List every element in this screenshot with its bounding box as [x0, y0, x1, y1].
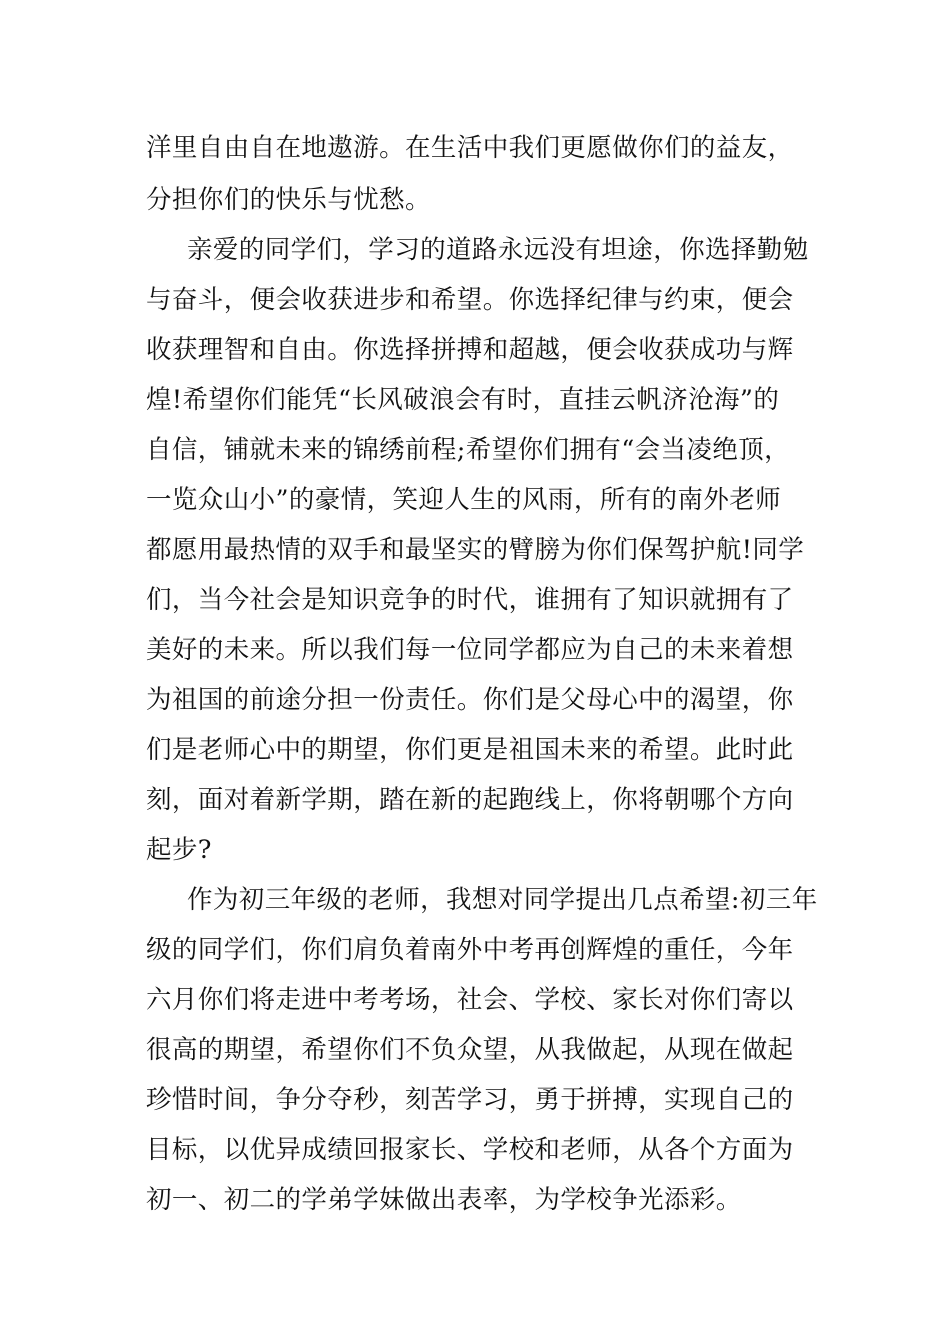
text-line-6: 煌!希望你们能凭“长风破浪会有时，直挂云帆济沧海”的 — [146, 385, 780, 415]
text-line-20: 珍惜时间，争分夺秒，刻苦学习，勇于拼搏，实现自己的 — [146, 1085, 794, 1115]
text-line-12: 为祖国的前途分担一份责任。你们是父母心中的渴望，你 — [146, 685, 794, 715]
text-line-1: 洋里自由自在地遨游。在生活中我们更愿做你们的益友， — [146, 133, 794, 163]
text-line-21: 目标，以优异成绩回报家长、学校和老师，从各个方面为 — [146, 1135, 794, 1165]
text-line-2: 分担你们的快乐与忧愁。 — [146, 185, 431, 215]
text-line-14: 刻，面对着新学期，踏在新的起跑线上，你将朝哪个方向 — [146, 785, 794, 815]
text-line-9: 都愿用最热情的双手和最坚实的臂膀为你们保驾护航!同学 — [146, 535, 805, 565]
text-line-11: 美好的未来。所以我们每一位同学都应为自己的未来着想 — [146, 635, 794, 665]
text-line-8: 一览众山小”的豪情，笑迎人生的风雨，所有的南外老师 — [146, 485, 782, 515]
text-line-15: 起步? — [146, 835, 212, 865]
text-line-22: 初一、初二的学弟学妹做出表率，为学校争光添彩。 — [146, 1185, 742, 1215]
text-line-4: 与奋斗，便会收获进步和希望。你选择纪律与约束，便会 — [146, 285, 794, 315]
text-line-19: 很高的期望，希望你们不负众望，从我做起，从现在做起 — [146, 1035, 794, 1065]
text-line-7: 自信，铺就未来的锦绣前程;希望你们拥有“会当凌绝顶， — [146, 435, 791, 465]
text-line-16: 作为初三年级的老师，我想对同学提出几点希望:初三年 — [187, 885, 818, 915]
text-line-3: 亲爱的同学们，学习的道路永远没有坦途，你选择勤勉 — [187, 235, 809, 265]
text-line-5: 收获理智和自由。你选择拼搏和超越，便会收获成功与辉 — [146, 335, 794, 365]
text-line-18: 六月你们将走进中考考场，社会、学校、家长对你们寄以 — [146, 985, 794, 1015]
text-line-10: 们，当今社会是知识竞争的时代，谁拥有了知识就拥有了 — [146, 585, 794, 615]
text-line-17: 级的同学们，你们肩负着南外中考再创辉煌的重任，今年 — [146, 935, 794, 965]
text-line-13: 们是老师心中的期望，你们更是祖国未来的希望。此时此 — [146, 735, 794, 765]
